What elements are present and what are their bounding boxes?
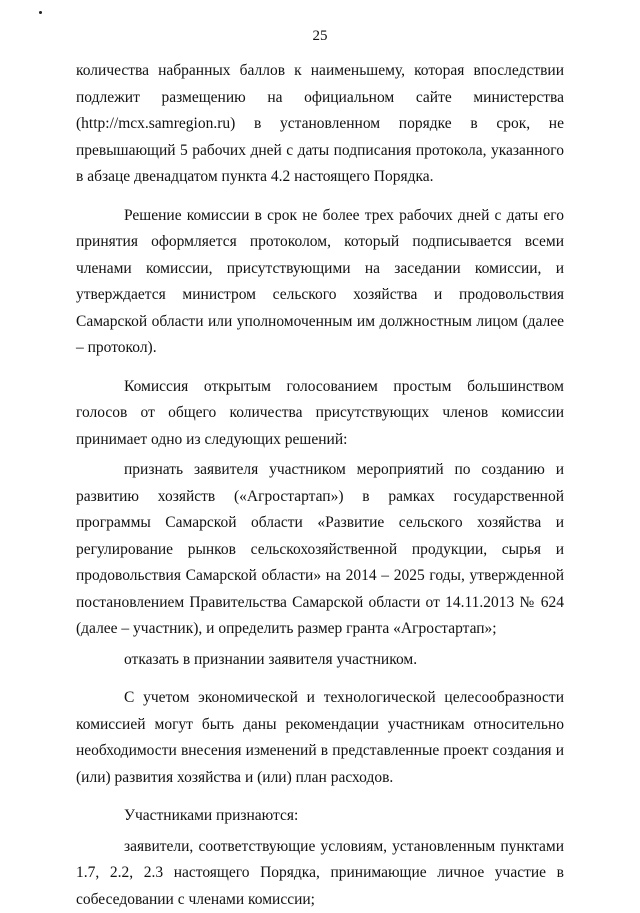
paragraph-commission-decision: Решение комиссии в срок не более трех рабочих дней с даты его принятия оформляется протоколом, который подписывается всеми членами комиссии, присутствующими на заседании комиссии, и утверждается министром сельского хозяйства и продовольствия Самарской области или уполномоченным им должностным лицом (далее – протокол). — [76, 203, 564, 362]
paragraph-participants-heading: Участниками признаются: — [76, 803, 564, 830]
paragraph-participants-conditions: заявители, соответствующие условиям, установленным пунктами 1.7, 2.2, 2.3 настоящего Порядка, принимающие личное участие в собеседовании с членами комиссии; — [76, 834, 564, 913]
paragraph-recommendations: С учетом экономической и технологической целесообразности комиссией могут быть даны рекомендации участникам относительно необходимости внесения изменений в представленные проект создания и (или) развития хозяйства и (или) план расходов. — [76, 685, 564, 791]
page-number: 25 — [0, 28, 640, 45]
paragraph-recognize-applicant: признать заявителя участником мероприятий по созданию и развитию хозяйств («Агростартап») в рамках государственной программы Самарской области «Развитие сельского хозяйства и регулирование рынков сельскохозяйственной продукции, сырья и продовольствия Самарской области» на 2014 – 2025 годы, утвержденной постановлением Правительства Самарской области от 14.11.2013 № 624 (далее – участник), и определить размер гранта «Агростартап»; — [76, 457, 564, 643]
paragraph-voting: Комиссия открытым голосованием простым большинством голосов от общего количества присутствующих членов комиссии принимает одно из следующих решений: — [76, 374, 564, 454]
document-body — [76, 58, 564, 913]
scan-artifact-dot — [39, 11, 42, 14]
paragraph-refuse-applicant: отказать в признании заявителя участником. — [76, 647, 564, 674]
paragraph-continuation: количества набранных баллов к наименьшему, которая впоследствии подлежит размещению на официальном сайте министерства (http://mcx.samregion.ru) в установленном порядке в срок, не превышающий 5 рабочих дней с даты подписания протокола, указанного в абзаце двенадцатом пункта 4.2 настоящего Порядка. — [76, 58, 564, 191]
